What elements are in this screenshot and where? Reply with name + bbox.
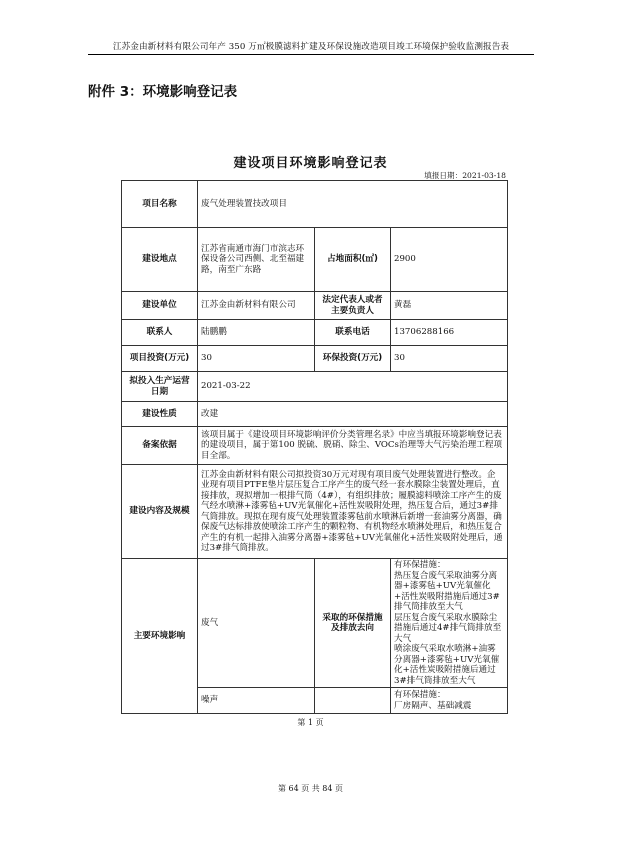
label-unit: 建设单位 [122, 292, 198, 320]
label-measures: 采取的环保措施 及排放去向 [315, 559, 391, 688]
row-content [122, 465, 508, 559]
row-impact-gas [122, 559, 508, 688]
label-project-name: 项目名称 [122, 181, 198, 228]
fill-date: 填报日期：2021-03-18 [424, 171, 506, 180]
label-phone: 联系电话 [315, 320, 391, 346]
value-legal-rep: 黄磊 [391, 292, 508, 320]
value-area: 2900 [391, 228, 508, 292]
value-project-name: 废气处理装置技改项目 [198, 181, 508, 228]
value-basis: 该项目属于《建设项目环境影响评价分类管理名录》中应当填报环境影响登记表的建设项目，属于第100 脱硫、脱硝、除尘、VOCs治理等大气污染治理工程项目全部。 [198, 427, 508, 465]
section-title: 附件 3：环境影响登记表 [88, 84, 238, 100]
value-contact: 陆鹏鹏 [198, 320, 315, 346]
value-phone: 13706288166 [391, 320, 508, 346]
label-impact: 主要环境影响 [122, 559, 198, 714]
row-project-name [122, 181, 508, 228]
header-rule [88, 54, 534, 55]
value-measures-gas: 有环保措施： 热压复合废气采取油雾分离器+漆雾毡+UV光氧催化+活性炭吸附措施后通过3#排气筒排放至大气 层压复合废气采取水膜除尘措施后通过4#排气筒排放至大气 喷涂废气采取水喷淋+油雾分离器+漆雾毡+UV光氧催化+活性炭吸附措施后通过3#排气筒排放至大气 [391, 559, 508, 688]
document-title: 建设项目环境影响登记表 [233, 156, 388, 171]
page-total: 第 64 页 共 84 页 [277, 784, 344, 793]
label-invest: 项目投资(万元) [122, 346, 198, 372]
value-impact-noise: 噪声 [198, 688, 315, 714]
value-nature: 改建 [198, 402, 508, 427]
label-area: 占地面积(㎡) [315, 228, 391, 292]
row-basis [122, 427, 508, 465]
label-date: 拟投入生产运营 日期 [122, 372, 198, 402]
value-content: 江苏金由新材料有限公司拟投资30万元对现有项目废气处理装置进行整改。企业现有项目PTFE垫片层压复合工序产生的废气经一套水膜除尘装置处理后，直接排放，现拟增加一根排气筒（4#），有组织排放；履膜滤料喷涂工序产生的废气经水喷淋+漆雾毡+UV光氧催化+活性炭吸附处理，热压复合后，通过3#排气筒排放。现拟在现有废气处理装置漆雾毡前水喷淋后新增一套油雾分离器，确保废气达标排放使喷涂工序产生的颗粒物、有机物经水喷淋处理后，和热压复合产生的有机一起排入油雾分离器+漆雾毡+UV光氧催化+活性炭吸附处理后，通过3#排气筒排放。 [198, 465, 508, 559]
report-header: 江苏金由新材料有限公司年产 350 万㎡极膜滤料扩建及环保设施改造项目竣工环境保护验收监测报告表 [112, 42, 510, 52]
label-env-invest: 环保投资(万元) [315, 346, 391, 372]
value-impact-gas: 废气 [198, 559, 315, 688]
row-invest [122, 346, 508, 372]
row-location [122, 228, 508, 292]
label-content: 建设内容及规模 [122, 465, 198, 559]
measures-blank-cell [315, 688, 391, 714]
page-number: 第 1 页 [297, 718, 324, 727]
row-nature [122, 402, 508, 427]
row-unit [122, 292, 508, 320]
registration-table [121, 180, 508, 714]
value-date: 2021-03-22 [198, 372, 508, 402]
value-env-invest: 30 [391, 346, 508, 372]
label-location: 建设地点 [122, 228, 198, 292]
row-date [122, 372, 508, 402]
value-unit: 江苏金由新材料有限公司 [198, 292, 315, 320]
label-legal-rep: 法定代表人或者 主要负责人 [315, 292, 391, 320]
label-basis: 备案依据 [122, 427, 198, 465]
value-location: 江苏省南通市海门市滨志环保设备公司西侧、北至福建路，南至广东路 [198, 228, 315, 292]
row-contact [122, 320, 508, 346]
label-nature: 建设性质 [122, 402, 198, 427]
label-contact: 联系人 [122, 320, 198, 346]
value-measures-noise: 有环保措施： 厂房隔声、基础减震 [391, 688, 508, 714]
value-invest: 30 [198, 346, 315, 372]
